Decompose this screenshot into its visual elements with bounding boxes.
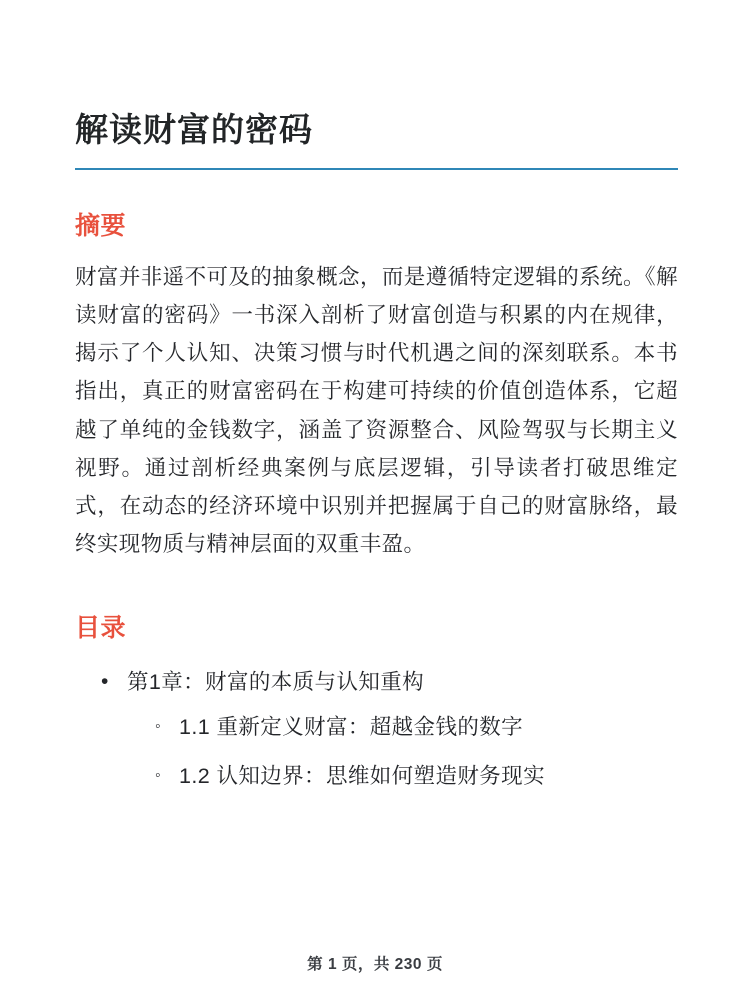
page-title: 解读财富的密码 [75,111,313,148]
bullet-disc-icon: • [101,669,109,693]
toc-list [75,666,678,793]
bullet-circle-icon: ◦ [155,717,162,735]
toc-heading: 目录 [75,613,127,642]
title-divider [75,168,678,170]
abstract-heading: 摘要 [75,211,127,240]
toc-chapter-label: 第1章：财富的本质与认知重构 [127,669,425,694]
list-item [75,761,678,792]
toc-section-row[interactable] [75,712,678,743]
page-footer: 第 1 页，共 230 页 [307,956,443,973]
list-item [75,666,678,793]
toc-section-label: 1.1 重新定义财富：超越金钱的数字 [179,714,524,739]
bullet-circle-icon: ◦ [155,767,162,785]
list-item [75,712,678,743]
abstract-body: 财富并非遥不可及的抽象概念，而是遵循特定逻辑的系统。《解读财富的密码》一书深入剖析了财富创造与积累的内在规律，揭示了个人认知、决策习惯与时代机遇之间的深刻联系。本书指出，真正的财富密码在于构建可持续的价值创造体系，它超越了单纯的金钱数字，涵盖了资源整合、风险驾驭与长期主义视野。通过剖析经典案例与底层逻辑，引导读者打破思维定式，在动态的经济环境中识别并把握属于自己的财富脉络，最终实现物质与精神层面的双重丰盈。 [75,264,678,557]
toc-section-label: 1.2 认知边界：思维如何塑造财务现实 [179,764,545,789]
toc-sublist [75,712,678,792]
toc-section-row[interactable] [75,761,678,792]
toc-chapter-row[interactable] [75,666,678,698]
